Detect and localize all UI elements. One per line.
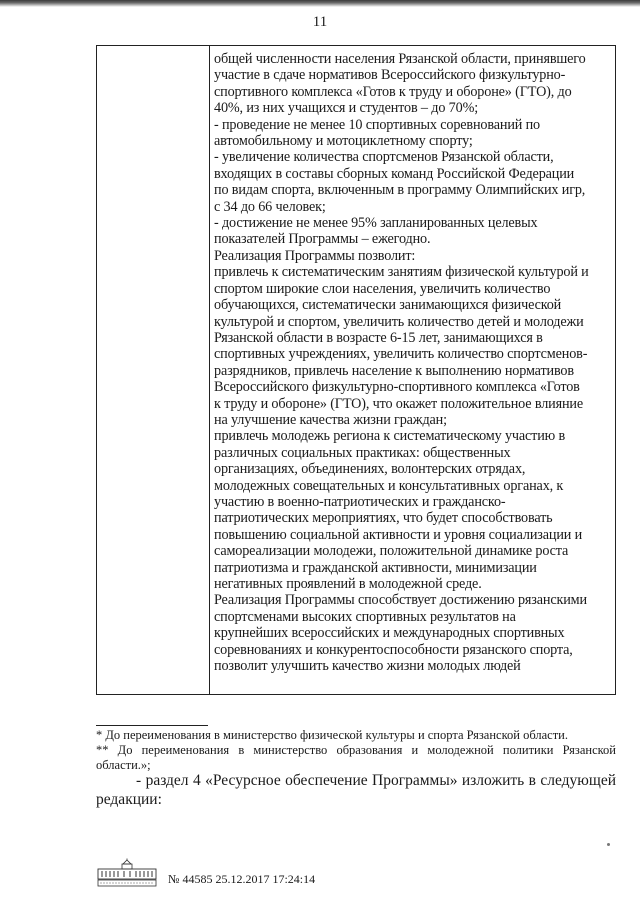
- footnote-separator: [96, 725, 208, 726]
- table-text-line: с 34 до 66 человек;: [214, 198, 326, 215]
- footnote-2-continued: области.»;: [96, 758, 151, 772]
- scan-speck: [607, 843, 610, 846]
- table-column-divider: [209, 46, 210, 694]
- table-text-line: культурой и спортом, увеличить количество детей и молодежи: [214, 313, 584, 330]
- table-text-line: привлечь к систематическим занятиям физической культурой и: [214, 264, 589, 281]
- registration-stamp: [96, 858, 315, 888]
- table-text-line: 40%, из них учащихся и студентов – до 70%;: [214, 100, 479, 117]
- footnotes: [96, 728, 616, 773]
- table-text-line: спортом широкие слои населения, увеличить количество: [214, 280, 551, 297]
- amendment-line-1: - раздел 4 «Ресурсное обеспечение Программы» изложить в следующей: [136, 772, 616, 789]
- amendment-line-2: редакции:: [96, 791, 162, 808]
- table-text-line: - достижение не менее 95% запланированных целевых: [214, 215, 538, 232]
- table-text-line: общей численности населения Рязанской области, принявшего: [214, 51, 586, 67]
- table-text-line: автомобильному и мотоциклетному спорту;: [214, 133, 473, 150]
- page-number: 11: [312, 14, 328, 30]
- registration-number: № 44585 25.12.2017 17:24:14: [168, 872, 316, 886]
- table-text-line: негативных проявлений в молодежной среде.: [214, 576, 482, 592]
- table-text-line: привлечь молодежь региона к систематическому участию в: [214, 428, 566, 445]
- table-text-line: участию в военно-патриотических и гражданско-: [214, 493, 506, 510]
- table-text-line: самореализации молодежи, положительной динамике роста: [214, 543, 569, 560]
- table-text-line: Реализация Программы способствует достижению рязанскими: [214, 592, 587, 609]
- table-text-line: патриотизма и гражданской активности, минимизации: [214, 559, 537, 576]
- table-text-line: к труду и обороне» (ГТО), что окажет положительное влияние: [214, 395, 583, 412]
- table-text-line: участие в сдаче нормативов Всероссийского физкультурно-: [214, 67, 566, 84]
- table-text-line: - увеличение количества спортсменов Рязанской области,: [214, 149, 554, 166]
- table-text-line: патриотических мероприятиях, что будет способствовать: [214, 510, 553, 527]
- table-text-line: Реализация Программы позволит:: [214, 247, 416, 264]
- amendment-paragraph: [96, 771, 616, 809]
- table-text-line: молодежных совещательных и консультативных органах, к: [214, 477, 564, 494]
- table-text-line: крупнейших всероссийских и международных спортивных: [214, 625, 565, 642]
- registry-building-stamp-icon: [96, 858, 158, 888]
- table-text-line: обучающихся, систематически занимающихся физической: [214, 297, 562, 314]
- table-text-line: организациях, объединениях, волонтерских отрядах,: [214, 461, 526, 478]
- table-text-line: спортивных учреждениях, увеличить количество спортсменов-: [214, 346, 588, 363]
- table-cell-text: [214, 51, 613, 674]
- table-text-line: входящих в составы сборных команд Российской Федерации: [214, 165, 575, 182]
- table-text-line: спортсменами высоких спортивных результатов на: [214, 608, 516, 625]
- table-text-line: позволит улучшить качество жизни молодых людей: [214, 658, 521, 675]
- footnote-2: ** До переименования в министерство образования и молодежной политики Рязанской: [96, 743, 616, 757]
- table-text-line: спортивного комплекса «Готов к труду и обороне» (ГТО), до: [214, 83, 572, 100]
- table-text-line: Рязанской области в возрасте 6-15 лет, занимающихся в: [214, 329, 543, 346]
- table-text-line: соревнованиях и конкурентоспособности рязанского спорта,: [214, 641, 573, 658]
- table-text-line: на улучшение качества жизни граждан;: [214, 411, 447, 428]
- table-text-line: Всероссийского физкультурно-спортивного комплекса «Готов: [214, 379, 580, 396]
- program-table: [96, 45, 616, 695]
- footnote-1: * До переименования в министерство физической культуры и спорта Рязанской области.: [96, 728, 568, 742]
- table-text-line: по видам спорта, включенным в программу Олимпийских игр,: [214, 182, 586, 199]
- table-text-line: различных социальных практиках: общественных: [214, 444, 511, 461]
- table-text-line: повышению социальной активности и уровня социализации и: [214, 526, 583, 543]
- table-text-line: - проведение не менее 10 спортивных соревнований по: [214, 116, 540, 133]
- scan-top-edge: [0, 0, 640, 7]
- table-text-line: показателей Программы – ежегодно.: [214, 231, 431, 248]
- table-text-line: разрядников, привлечь население к выполнению нормативов: [214, 362, 574, 379]
